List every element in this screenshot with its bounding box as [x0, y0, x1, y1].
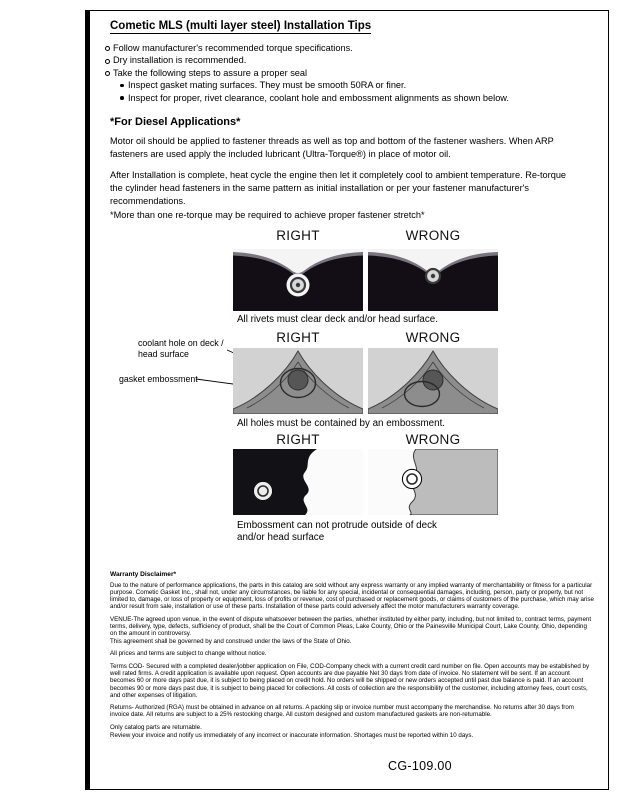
wrong-label-row3: WRONG: [405, 432, 461, 447]
page-frame: [85, 10, 609, 790]
warranty-paragraph: This agreement shall be governed by and construed under the laws of the State of Ohio.: [110, 638, 352, 646]
callout-coolant-hole: coolant hole on deck / head surface: [138, 338, 224, 359]
diesel-note: *More than one re-torque may be required to achieve proper fastener stretch*: [110, 210, 425, 220]
catalog-code: CG-109.00: [388, 759, 452, 773]
diesel-paragraph-retorque: After Installation is complete, heat cycle the engine then let it completely cool to ambient temperature. Re-torque the cylinder head fasteners in the same pattern as initial installation or per your fastener manufacturer's recommendations.: [110, 170, 567, 206]
coolant-hole-right-diagram: [233, 348, 363, 414]
coolant-hole-wrong-diagram: [368, 348, 498, 414]
warranty-heading: Warranty Disclaimer*: [110, 571, 177, 578]
diesel-paragraph-oil: Motor oil should be applied to fastener threads as well as top and bottom of the fastener washers. When ARP fasteners are used apply the included lubricant (Ultra-Torque®) in place of motor oil.: [110, 136, 554, 159]
right-label-row2: RIGHT: [276, 330, 320, 345]
warranty-paragraph: VENUE-The agreed upon venue, in the event of dispute whatsoever between the parties, whether instituted by either party, including, but not limited to, contract terms, payment terms, delivery, type, defects, sufficiency of product, shall be the Court of Common Pleas, Lake County, Ohio or the Painesville Municipal Court, Lake County, Ohio, depending on the amount in controversy.: [110, 615, 592, 638]
callout-gasket-embossment: gasket embossment: [119, 374, 198, 384]
warranty-paragraph: Terms COD- Secured with a completed dealer/jobber application on File, COD-Company check with a current credit card number on file. Open accounts may be established by well rated firms. A credit application is available upon request. Open accounts are due payable Net 30 days from date of invoice. No statement will be sent. If an account becomes 60 or more days past due, it is subject to being placed on credit hold. No orders will be shipped or new orders accepted until past due balance is paid. If an account becomes 90 or more days past due, it is subject to being placed for collections. All costs of collection are the responsibility of the customer, including attorney fees, court costs, and other expenses of litigation.: [110, 662, 590, 699]
warranty-paragraph: Returns- Authorized (RGA) must be obtained in advance on all returns. A packing slip or invoice number must accompany the merchandise. No returns after 30 days from invoice date. All returns are subject to a 25% restocking charge. All custom designed and custom manufactured gaskets are non-returnable.: [110, 704, 574, 719]
wrong-label-row2: WRONG: [405, 330, 461, 345]
right-label-row3: RIGHT: [276, 432, 320, 447]
embossment-right-diagram: [233, 449, 363, 515]
tip-sub-item: Inspect for proper, rivet clearance, coolant hole and embossment alignments as shown below.: [119, 92, 574, 104]
tip-item: Take the following steps to assure a proper seal: [104, 67, 574, 79]
caption-embossment: Embossment can not protrude outside of deck and/or head surface: [237, 520, 437, 543]
diesel-applications-heading: *For Diesel Applications*: [110, 116, 241, 128]
wrong-label-row1: WRONG: [405, 228, 461, 243]
caption-holes: All holes must be contained by an embossment.: [237, 418, 446, 429]
warranty-paragraph: Due to the nature of performance applications, the parts in this catalog are sold without any express warranty or any implied warranty of merchantability or fitness for a particular purpose. Cometic Gasket Inc., shall not, under any circumstances, be liable for any special, incidental or consequential damages, including, person, party or property, but not limited to, damage, or loss of property or equipment, loss of profits or revenue, cost of purchased or replacement goods, or claims of customers of the purchase, which may arise and/or result from sale, installation or use of these parts. Installation of these parts could adversely affect the motor manufacturers warranty coverage.: [110, 581, 594, 611]
installation-tips-list: [104, 42, 574, 104]
embossment-wrong-diagram: [368, 449, 498, 515]
warranty-paragraph: Review your invoice and notify us immediately of any incorrect or inaccurate information. Shortages must be reported within 10 days.: [110, 731, 474, 739]
warranty-paragraph: All prices and terms are subject to change without notice.: [110, 650, 267, 658]
warranty-paragraph: Only catalog parts are returnable.: [110, 723, 202, 731]
caption-rivets: All rivets must clear deck and/or head surface.: [237, 314, 438, 325]
tip-sub-item: Inspect gasket mating surfaces. They must be smooth 50RA or finer.: [119, 79, 574, 91]
warranty-disclaimer: [110, 571, 594, 744]
right-label-row1: RIGHT: [276, 228, 320, 243]
diagram-section: [90, 228, 608, 560]
tip-item: Follow manufacturer's recommended torque specifications.: [104, 42, 574, 54]
tip-item: Dry installation is recommended.: [104, 54, 574, 66]
page-title: Cometic MLS (multi layer steel) Installation Tips: [110, 20, 372, 32]
